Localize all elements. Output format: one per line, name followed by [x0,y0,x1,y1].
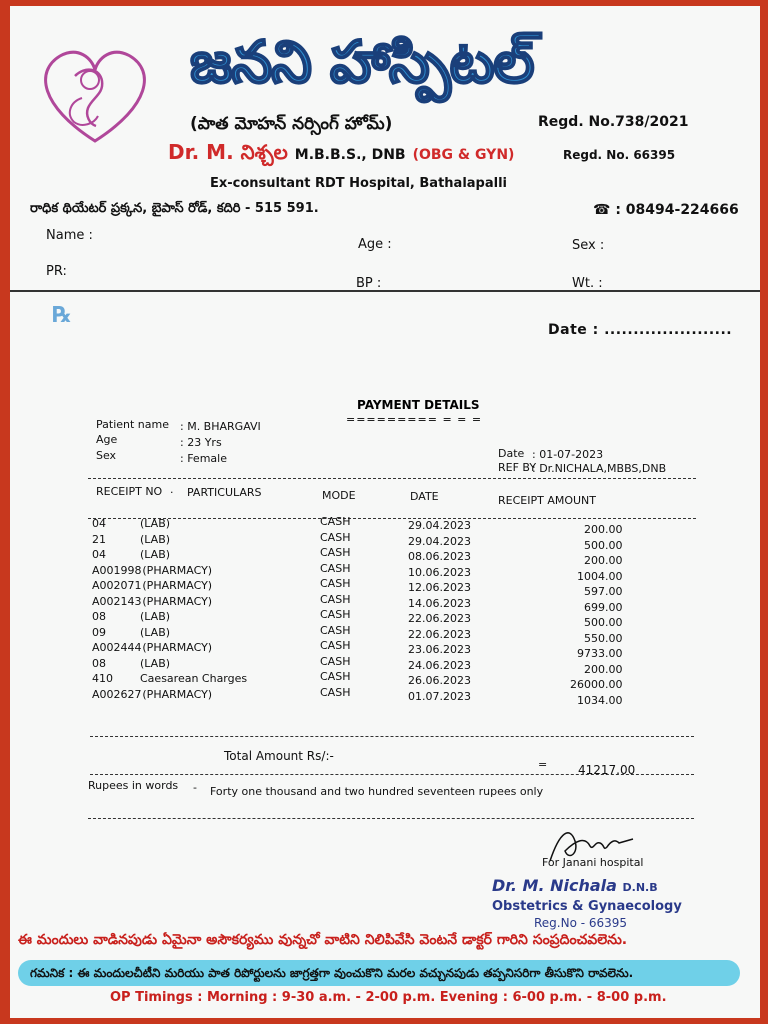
hospital-phone [593,202,739,218]
hospital-regd: Regd. No.738/2021 [538,114,689,130]
op-timings: OP Timings : Morning : 9-30 a.m. - 2-00 p.m. Evening : 6-00 p.m. - 8-00 p.m. [110,990,667,1005]
row-date: 22.06.2023 [408,627,471,641]
row-receipt-no: 08 [92,656,106,670]
phone-number: : 08494-224666 [615,202,739,218]
row-mode: CASH [320,515,351,528]
row-receipt-no: A002627 [92,687,142,701]
telephone-icon: ☎ [593,202,611,218]
age-label: Age : [358,237,392,252]
row-particulars: (PHARMACY) [142,579,213,592]
patient-age: : 23 Yrs [180,436,222,449]
row-particulars: (PHARMACY) [142,563,213,577]
hospital-name: జనని హాస్పిటల్ [190,28,534,96]
row-amount: 200.00 [584,554,623,567]
row-receipt-no: A002071 [92,579,142,592]
ref-by-label: REF BY [498,461,537,474]
ex-consultant: Ex-consultant RDT Hospital, Bathalapalli [210,176,507,191]
total-bottom-rule [90,774,694,775]
total-label: Total Amount Rs/:- [224,749,334,763]
row-date: 22.06.2023 [408,612,471,625]
row-mode: CASH [320,530,351,544]
hospital-logo [30,36,160,151]
row-mode: CASH [320,577,351,590]
sex-label: Sex : [572,238,605,253]
col-date: DATE [410,490,439,503]
row-particulars: (LAB) [140,548,171,561]
prescription-date: Date : ...................... [548,322,733,338]
bp-label: BP : [356,276,382,291]
row-date: 08.06.2023 [408,550,471,563]
row-amount: 550.00 [584,631,623,645]
row-mode: CASH [320,608,351,621]
row-particulars: (LAB) [140,656,171,670]
row-amount: 1004.00 [577,569,623,583]
row-date: 14.06.2023 [408,596,471,610]
table-top-rule [88,478,696,479]
patient-sex-label: Sex [96,449,117,462]
rx-symbol: ℞ [52,303,72,328]
row-amount: 26000.00 [570,678,623,691]
row-date: 24.06.2023 [408,658,471,672]
total-top-rule [90,736,694,737]
hospital-address: రాధిక థియేటర్ ప్రక్కన, బైపాస్ రోడ్, కదిరి - 515 591. [30,201,319,216]
row-receipt-no: 04 [92,517,106,530]
col-mode: MODE [322,489,356,502]
ref-by: : Dr.NICHALA,MBBS,DNB [532,462,667,475]
total-value: 41217.00 [578,763,636,777]
row-date: 12.06.2023 [408,581,471,594]
row-particulars: (LAB) [140,610,171,623]
row-receipt-no: 08 [92,610,106,623]
row-receipt-no: A002444 [92,641,142,654]
name-label: Name : [46,228,93,243]
for-hospital: For Janani hospital [542,856,644,869]
row-particulars: (PHARMACY) [142,687,213,701]
doctor-speciality: (OBG & GYN) [412,147,515,163]
row-amount: 9733.00 [577,647,623,660]
patient-name: : M. BHARGAVI [180,420,261,433]
bill-date: : 01-07-2023 [532,448,604,461]
stamp-speciality: Obstetrics & Gynaecology [492,899,682,914]
row-date: 29.04.2023 [408,534,471,548]
stamp-doctor-name [492,876,658,895]
header-divider [10,290,760,292]
row-particulars: Caesarean Charges [140,672,248,685]
row-mode: CASH [320,546,351,559]
row-amount: 1034.00 [577,693,623,707]
row-mode: CASH [320,685,351,699]
row-particulars: (PHARMACY) [142,641,213,654]
row-amount: 500.00 [584,616,623,629]
stamp-degree: D.N.B [622,881,658,894]
row-receipt-no: 09 [92,625,106,639]
row-receipt-no: 04 [92,548,106,561]
prescription-sheet [10,6,760,1018]
doctor-regd: Regd. No. 66395 [563,148,676,162]
patient-name-label: Patient name [96,418,169,431]
row-date: 10.06.2023 [408,565,471,579]
bill-date-label: Date [498,447,525,460]
row-particulars: (LAB) [140,532,171,546]
payment-details-underline: ========= = = = [346,413,483,426]
table-header-rule [88,518,696,519]
row-date: 29.04.2023 [408,519,471,532]
row-mode: CASH [320,670,351,683]
stamp-reg: Reg.No - 66395 [534,916,628,930]
doctor-prefix: Dr. M. [168,140,234,164]
note-text: గమనిక : ఈ మందులచీటీని మరియు పాత రిపోర్టులను జాగ్రత్తగా వుంచుకొని మరల వచ్చునపుడు తప్పనిసరిగా తీసుకొని రావలెను. [30,966,634,980]
wt-label: Wt. : [572,276,603,291]
payment-details-title: PAYMENT DETAILS [357,398,480,412]
row-particulars: (LAB) [140,625,171,639]
row-mode: CASH [320,592,351,606]
row-date: 26.06.2023 [408,674,471,687]
row-mode: CASH [320,639,351,652]
patient-sex: : Female [180,452,227,465]
row-amount: 699.00 [584,600,623,614]
doctor-line [168,140,514,169]
row-particulars: (PHARMACY) [142,594,213,608]
row-mode: CASH [320,623,351,637]
doctor-name-telugu: నిశ్చల [240,140,288,164]
medicine-warning: ఈ మందులు వాడినపుడు ఏమైనా అసౌకర్యము వున్నచో వాటిని నిలిపివేసి వెంటనే డాక్టర్ గారిని సంప్రదించవలెను. [18,932,628,948]
doctor-degrees: M.B.B.S., DNB [294,147,406,163]
row-amount: 200.00 [584,662,623,676]
col-particulars: PARTICULARS [187,486,262,499]
row-date: 23.06.2023 [408,643,471,656]
row-amount: 500.00 [584,538,623,552]
pr-label: PR: [46,264,67,279]
row-amount: 597.00 [584,585,623,598]
row-receipt-no: 21 [92,532,106,546]
words-rule [88,818,694,819]
total-eq: = [538,758,548,771]
row-mode: CASH [320,654,351,668]
row-particulars: (LAB) [140,517,171,530]
patient-age-label: Age [96,433,118,446]
stamp-name-text: Dr. M. Nichala [492,876,617,895]
row-receipt-no: A002143 [92,594,142,608]
words-value: Forty one thousand and two hundred seventeen rupees only [210,785,544,798]
row-amount: 200.00 [584,523,623,536]
row-mode: CASH [320,561,351,575]
words-dash: - [193,781,197,794]
row-receipt-no: A001998 [92,563,142,577]
col-amount: RECEIPT AMOUNT [498,494,596,507]
row-date: 01.07.2023 [408,689,471,703]
former-name: (పాత మోహన్ నర్సింగ్ హోమ్) [190,114,393,134]
col-dot: · [170,486,174,499]
words-label: Rupees in words [88,779,179,792]
row-receipt-no: 410 [92,672,113,685]
col-receipt-no: RECEIPT NO [96,485,163,498]
